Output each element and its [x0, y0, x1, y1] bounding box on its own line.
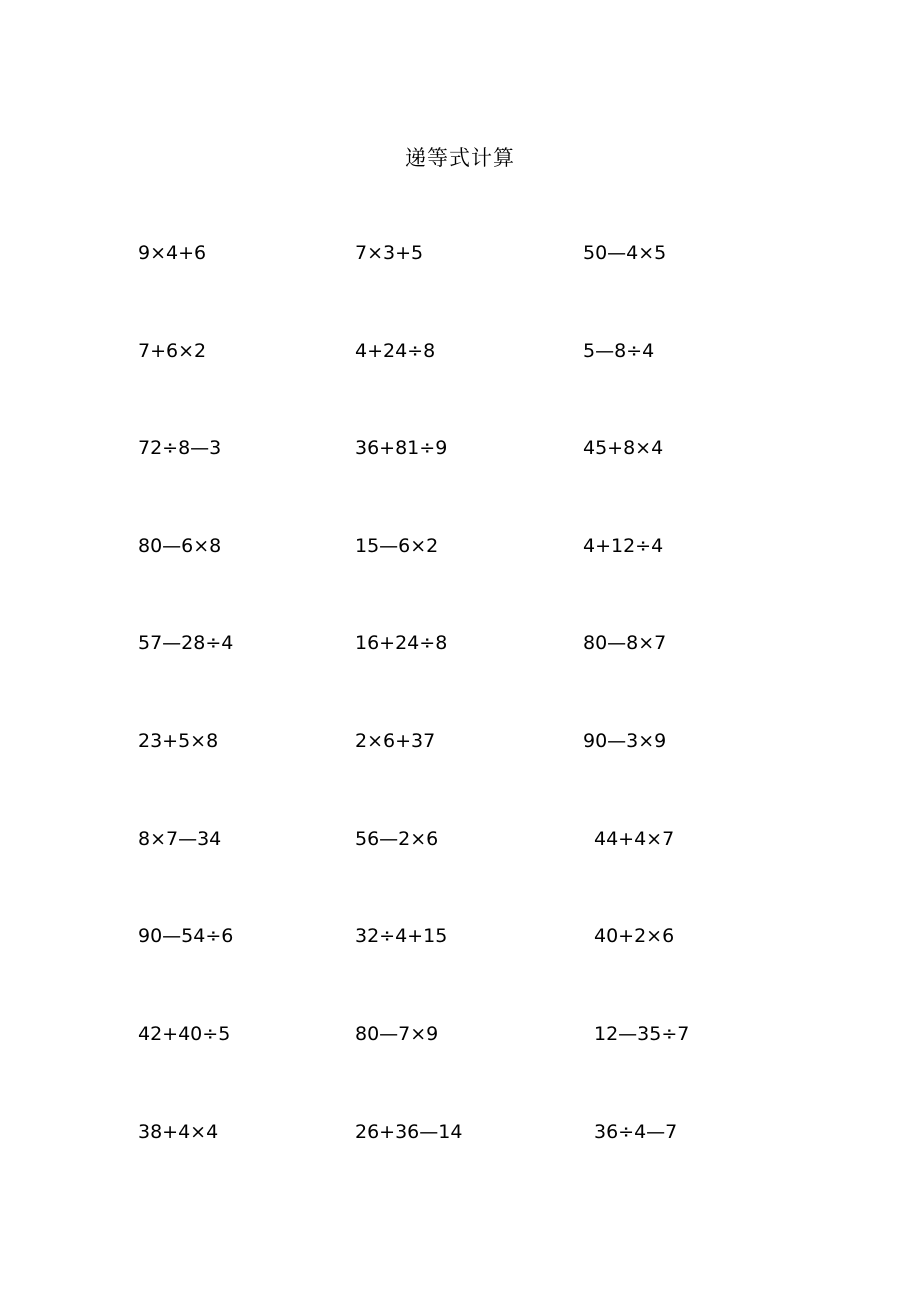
- page-title: 递等式计算: [405, 146, 515, 170]
- problem-item: 7+6×2: [138, 340, 207, 362]
- problem-item: 7×3+5: [355, 242, 424, 264]
- problem-item: 23+5×8: [138, 730, 219, 752]
- problem-item: 50—4×5: [583, 242, 667, 264]
- problem-item: 26+36—14: [355, 1121, 463, 1143]
- problem-item: 44+4×7: [594, 828, 675, 850]
- problem-item: 72÷8—3: [138, 437, 222, 459]
- problem-item: 8×7—34: [138, 828, 222, 850]
- problem-item: 36+81÷9: [355, 437, 448, 459]
- problem-item: 38+4×4: [138, 1121, 219, 1143]
- problem-item: 56—2×6: [355, 828, 439, 850]
- problem-item: 57—28÷4: [138, 632, 234, 654]
- problem-item: 80—7×9: [355, 1023, 439, 1045]
- problem-item: 4+24÷8: [355, 340, 436, 362]
- problem-item: 2×6+37: [355, 730, 436, 752]
- problem-item: 12—35÷7: [594, 1023, 690, 1045]
- problem-item: 4+12÷4: [583, 535, 664, 557]
- problem-item: 32÷4+15: [355, 925, 448, 947]
- problem-item: 9×4+6: [138, 242, 207, 264]
- problem-item: 42+40÷5: [138, 1023, 231, 1045]
- problem-item: 16+24÷8: [355, 632, 448, 654]
- problem-item: 5—8÷4: [583, 340, 655, 362]
- problem-item: 36÷4—7: [594, 1121, 678, 1143]
- problem-item: 15—6×2: [355, 535, 439, 557]
- problem-item: 90—3×9: [583, 730, 667, 752]
- problem-item: 80—8×7: [583, 632, 667, 654]
- problem-item: 80—6×8: [138, 535, 222, 557]
- problem-item: 45+8×4: [583, 437, 664, 459]
- problem-item: 40+2×6: [594, 925, 675, 947]
- problem-item: 90—54÷6: [138, 925, 234, 947]
